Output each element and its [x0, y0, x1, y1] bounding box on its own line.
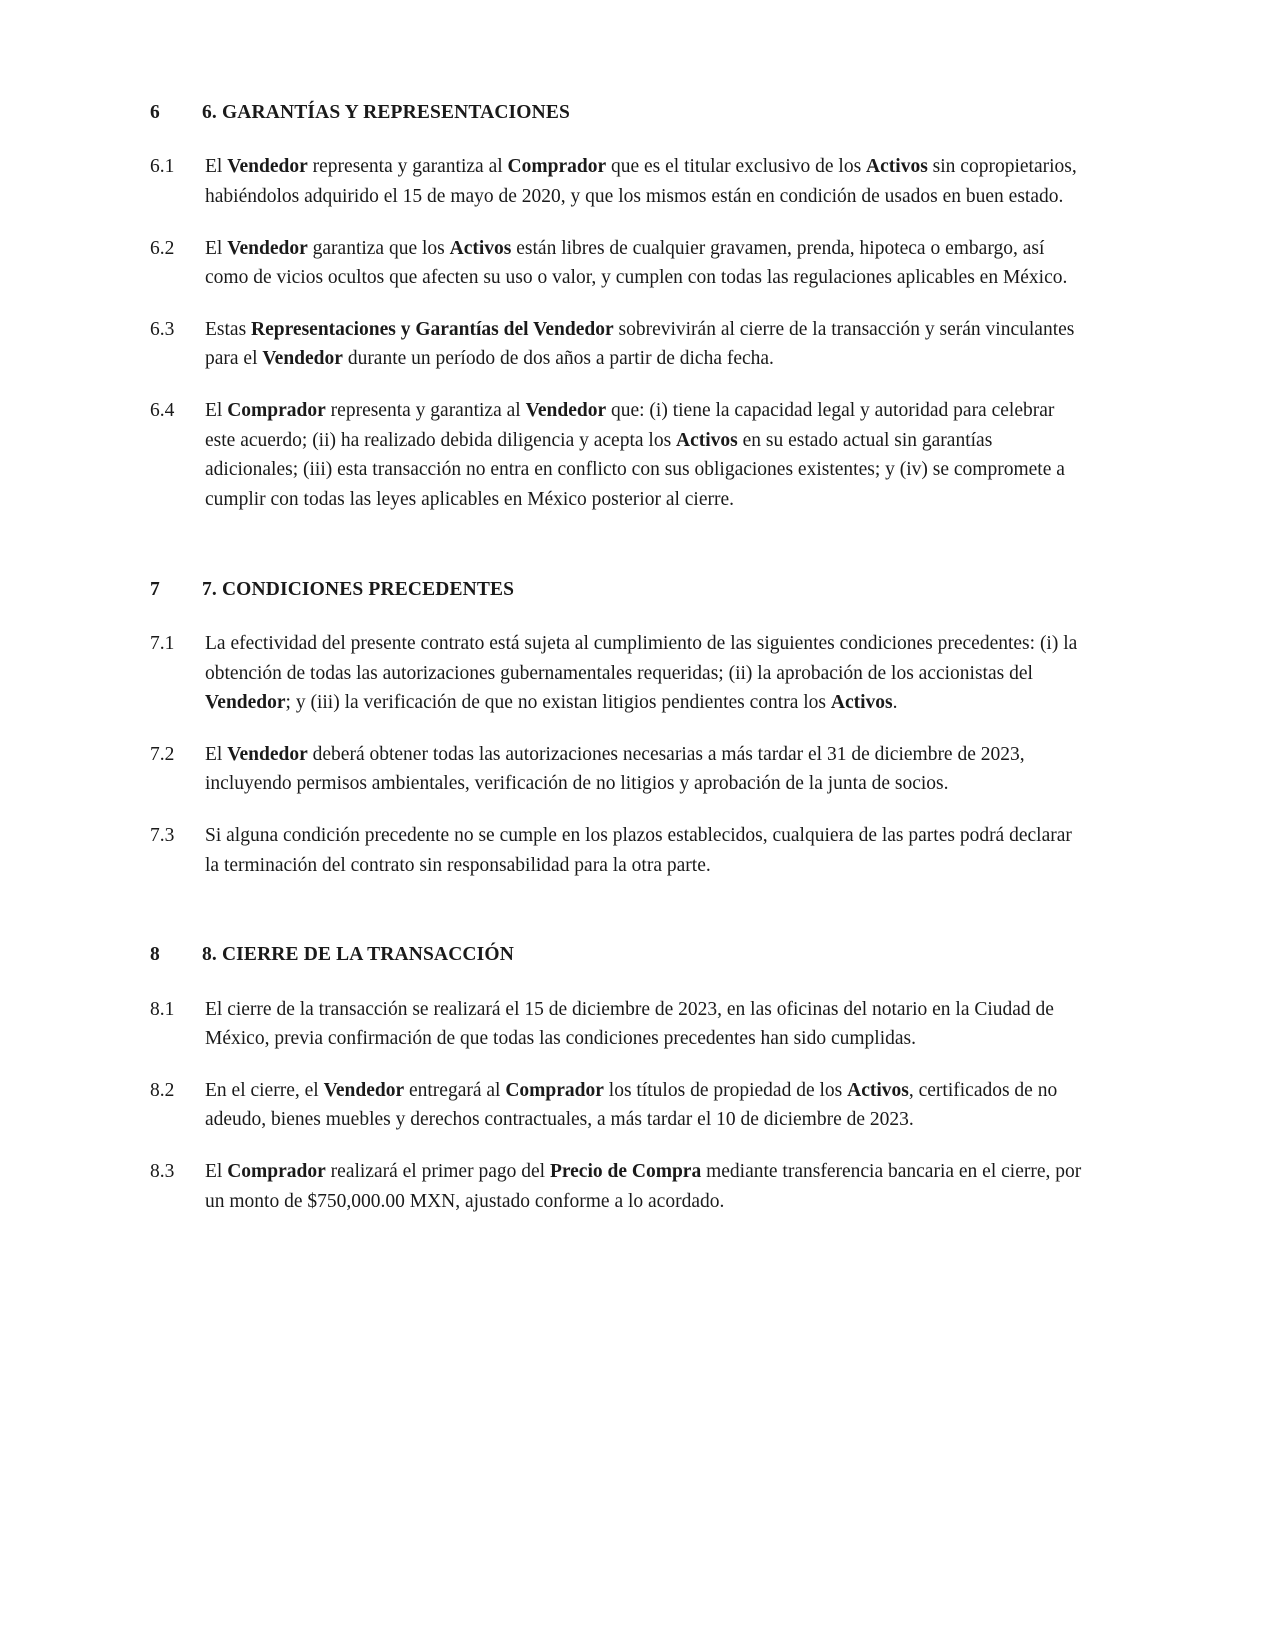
- section-block-6: [150, 100, 1085, 515]
- clause-number: 6.3: [150, 318, 175, 340]
- section-block-8: [150, 942, 1085, 1216]
- clause-text: El Comprador representa y garantiza al Vendedor que: (i) tiene la capacidad legal y autoridad para celebrar este acuerdo; (ii) ha realizado debida diligencia y acepta los Activos en su estado actual sin garantías adicionales; (iii) esta transacción no entra en conflicto con sus obligaciones existentes; y (iv) se compromete a cumplir con todas las leyes aplicables en México posterior al cierre.: [205, 400, 1065, 510]
- clause-number: 7.1: [150, 632, 175, 654]
- clause-6-4: [150, 396, 1085, 515]
- clause-text: Estas Representaciones y Garantías del Vendedor sobrevivirán al cierre de la transacción y serán vinculantes para el Vendedor durante un período de dos años a partir de dicha fecha.: [205, 318, 1075, 370]
- section-heading-8: [150, 942, 1085, 968]
- clause-text: El Vendedor garantiza que los Activos están libres de cualquier gravamen, prenda, hipoteca o embargo, así como de vicios ocultos que afecten su uso o valor, y cumplen con todas las regulaciones aplicables en México.: [205, 237, 1068, 289]
- clause-number: 8.3: [150, 1161, 175, 1183]
- clause-text: Si alguna condición precedente no se cumple en los plazos establecidos, cualquiera de las partes podrá declarar la terminación del contrato sin responsabilidad para la otra parte.: [205, 825, 1072, 876]
- clause-6-2: [150, 234, 1085, 293]
- clause-text: El Vendedor representa y garantiza al Comprador que es el titular exclusivo de los Activos sin copropietarios, habiéndolos adquirido el 15 de mayo de 2020, y que los mismos están en condición de usados en buen estado.: [205, 156, 1077, 207]
- clause-number: 6.2: [150, 237, 175, 259]
- section-title: 8. CIERRE DE LA TRANSACCIÓN: [202, 944, 514, 966]
- clause-8-1: [150, 995, 1085, 1054]
- clause-text: El cierre de la transacción se realizará el 15 de diciembre de 2023, en las oficinas del notario en la Ciudad de México, previa confirmación de que todas las condiciones precedentes han sido cumplidas.: [205, 998, 1054, 1050]
- clause-7-1: [150, 629, 1085, 718]
- clause-text: El Comprador realizará el primer pago del Precio de Compra mediante transferencia bancaria en el cierre, por un monto de $750,000.00 MXN, ajustado conforme a lo acordado.: [205, 1161, 1082, 1212]
- section-heading-6: [150, 100, 1085, 126]
- clause-7-3: [150, 821, 1085, 880]
- clause-text: El Vendedor deberá obtener todas las autorizaciones necesarias a más tardar el 31 de diciembre de 2023, incluyendo permisos ambientales, verificación de no litigios y aprobación de la junta de socios.: [205, 743, 1025, 795]
- clause-text: En el cierre, el Vendedor entregará al Comprador los títulos de propiedad de los Activos, certificados de no adeudo, bienes muebles y derechos contractuales, a más tardar el 10 de diciembre de 2023.: [205, 1079, 1058, 1131]
- clause-number: 7.2: [150, 743, 175, 765]
- clause-text: La efectividad del presente contrato está sujeta al cumplimiento de las siguientes condiciones precedentes: (i) la obtención de todas las autorizaciones gubernamentales requeridas; (ii) la aprobación de los accionistas del Vendedor; y (iii) la verificación de que no existan litigios pendientes contra los Activos.: [205, 632, 1078, 714]
- clause-6-3: [150, 315, 1085, 374]
- section-title: 6. GARANTÍAS Y REPRESENTACIONES: [202, 102, 570, 123]
- clause-8-2: [150, 1076, 1085, 1135]
- clause-7-2: [150, 740, 1085, 799]
- section-heading-7: [150, 577, 1085, 603]
- clause-number: 8.2: [150, 1079, 175, 1101]
- clause-6-1: [150, 152, 1085, 211]
- clause-8-3: [150, 1157, 1085, 1216]
- section-block-7: [150, 577, 1085, 881]
- section-number: 7: [150, 578, 160, 600]
- section-number: 6: [150, 102, 160, 123]
- clause-number: 6.1: [150, 156, 175, 178]
- section-title: 7. CONDICIONES PRECEDENTES: [202, 578, 515, 600]
- document-body: [150, 100, 1085, 1216]
- clause-number: 8.1: [150, 998, 175, 1020]
- clause-number: 6.4: [150, 400, 175, 422]
- clause-number: 7.3: [150, 825, 175, 846]
- section-number: 8: [150, 944, 160, 966]
